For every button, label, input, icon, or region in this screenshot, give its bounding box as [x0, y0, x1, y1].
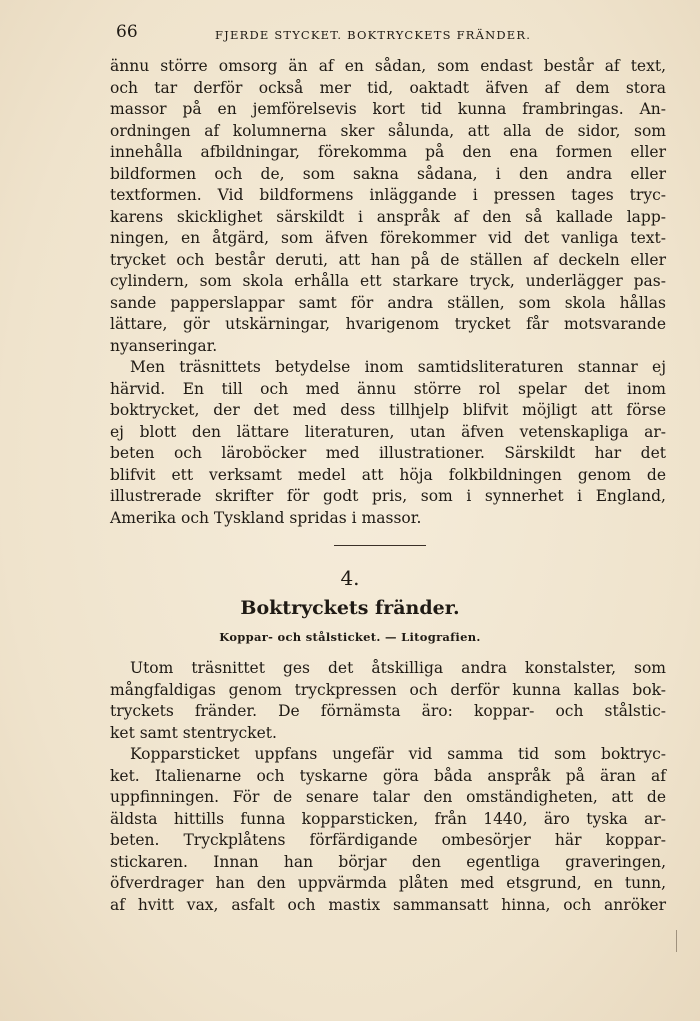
- text-line: tryckets fränder. De förnämsta äro: koppar- och stålstic-: [110, 702, 666, 720]
- page-edge-mark: [676, 930, 677, 952]
- text-line: mångfaldigas genom tryckpressen och derför kunna kallas bok-: [110, 680, 666, 699]
- body-text-top: [110, 56, 666, 529]
- text-line: boktrycket, der det med dess tillhjelp blifvit möjligt att förse: [110, 401, 666, 419]
- text-line: beten. Tryckplåtens förfärdigande ombesörjer här koppar-: [110, 831, 666, 849]
- text-line: ej blott den lättare literaturen, utan äfven vetenskapliga ar-: [110, 422, 666, 441]
- text-line: ordningen af kolumnerna sker sålunda, att alla de sidor, som: [110, 121, 666, 140]
- text-line: Utom träsnittet ges det åtskilliga andra konstalster, som: [130, 659, 666, 677]
- text-line: cylindern, som skola erhålla ett starkare tryck, underlägger pas-: [110, 272, 666, 290]
- section-divider: [334, 545, 426, 546]
- text-line: blifvit ett verksamt medel att höja folkbildningen genom de: [110, 465, 666, 484]
- text-line: uppfinningen. För de senare talar den omständigheten, att de: [110, 788, 666, 806]
- text-line: Kopparsticket uppfans ungefär vid samma tid som boktryc-: [130, 745, 666, 763]
- text-line: nyanseringar.: [110, 336, 218, 355]
- text-line: massor på en jemförelsevis kort tid kunna frambringas. An-: [110, 100, 666, 118]
- text-line: härvid. En till och med ännu större rol spelar det inom: [110, 379, 666, 398]
- text-line: äldsta hittills funna kopparsticken, från 1440, äro tyska ar-: [110, 809, 666, 828]
- text-line: textformen. Vid bildformens inläggande i pressen tages tryc-: [110, 186, 666, 204]
- text-line: ännu större omsorg än af en sådan, som endast består af text,: [110, 57, 666, 75]
- text-line: Men träsnittets betydelse inom samtidsliteraturen stannar ej: [130, 358, 666, 376]
- text-line: ket samt stentrycket.: [110, 723, 277, 742]
- text-line: ningen, en åtgärd, som äfven förekommer vid det vanliga text-: [110, 229, 666, 247]
- text-line: ket. Italienarne och tyskarne göra båda anspråk på äran af: [110, 766, 666, 785]
- text-line: stickaren. Innan han börjar den egentliga graveringen,: [110, 852, 666, 871]
- text-line: karens skicklighet särskildt i anspråk af den så kallade lapp-: [110, 207, 666, 226]
- text-line: beten och läroböcker med illustrationer. Särskildt har det: [110, 444, 666, 462]
- text-line: illustrerade skrifter för godt pris, som i synnerhet i England,: [110, 487, 666, 505]
- text-line: bildformen och de, som sakna sådana, i den andra eller: [110, 164, 666, 183]
- section-subtitle: Koppar- och stålsticket. — Litografien.: [219, 630, 481, 644]
- running-head: FJERDE STYCKET. BOKTRYCKETS FRÄNDER.: [215, 28, 532, 42]
- page-number: 66: [116, 22, 138, 42]
- text-line: innehålla afbildningar, förekomma på den ena formen eller: [110, 143, 666, 161]
- page-header: [110, 22, 670, 46]
- section-title: Boktryckets fränder.: [240, 597, 460, 619]
- text-line: Amerika och Tyskland spridas i massor.: [110, 508, 422, 527]
- body-text-bottom: [110, 658, 666, 916]
- text-line: trycket och består deruti, att han på de ställen af deckeln eller: [110, 250, 666, 269]
- text-line: sande papperslappar samt för andra ställen, som skola hållas: [110, 293, 666, 312]
- text-line: öfverdrager han den uppvärmda plåten med etsgrund, en tunn,: [110, 874, 666, 892]
- text-line: och tar derför också mer tid, oaktadt äfven af dem stora: [110, 78, 666, 97]
- section-number: 4.: [340, 566, 360, 590]
- text-line: lättare, gör utskärningar, hvarigenom trycket får motsvarande: [110, 315, 666, 333]
- text-line: af hvitt vax, asfalt och mastix sammansatt hinna, och anröker: [110, 895, 666, 914]
